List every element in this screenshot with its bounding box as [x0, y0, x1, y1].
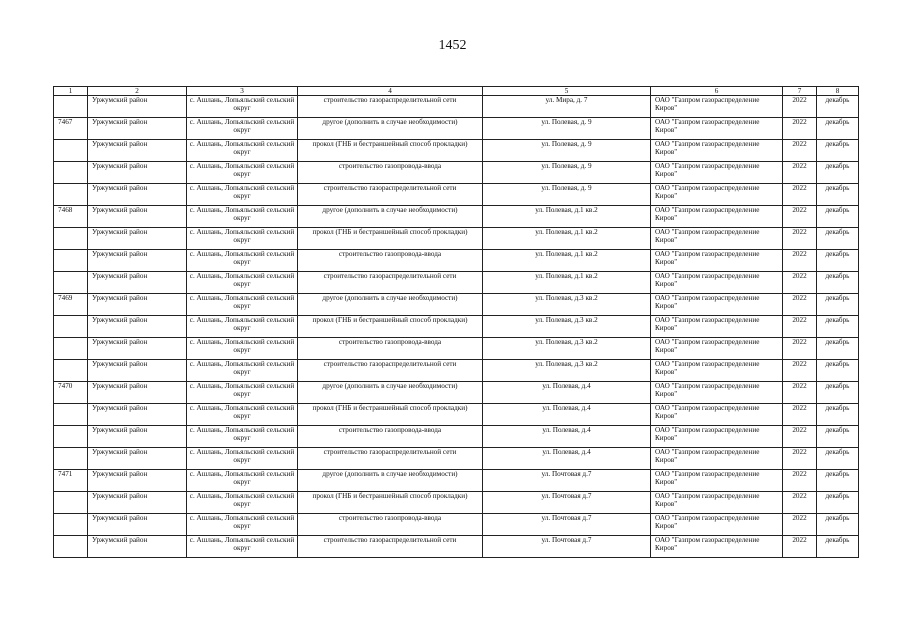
- organization-cell: ОАО "Газпром газораспределение Киров": [651, 272, 783, 294]
- settlement-cell: с. Ашлань, Лопьяльский сельский округ: [187, 536, 298, 558]
- table-row: [54, 118, 859, 140]
- work-type-cell: другое (дополнить в случае необходимости): [298, 470, 483, 492]
- district-cell: Уржумский район: [88, 404, 187, 426]
- address-cell: ул. Полевая, д.4: [483, 426, 651, 448]
- row-number-cell: [54, 448, 88, 470]
- settlement-cell: с. Ашлань, Лопьяльский сельский округ: [187, 382, 298, 404]
- address-cell: ул. Мира, д. 7: [483, 96, 651, 118]
- year-cell: 2022: [783, 360, 817, 382]
- table-row: [54, 228, 859, 250]
- settlement-cell: с. Ашлань, Лопьяльский сельский округ: [187, 140, 298, 162]
- work-type-cell: другое (дополнить в случае необходимости): [298, 382, 483, 404]
- district-cell: Уржумский район: [88, 140, 187, 162]
- address-cell: ул. Полевая, д.4: [483, 382, 651, 404]
- col-header-7: 7: [783, 87, 817, 96]
- year-cell: 2022: [783, 426, 817, 448]
- header-row: [54, 87, 859, 96]
- organization-cell: ОАО "Газпром газораспределение Киров": [651, 448, 783, 470]
- settlement-cell: с. Ашлань, Лопьяльский сельский округ: [187, 316, 298, 338]
- work-type-cell: строительство газораспределительной сети: [298, 360, 483, 382]
- address-cell: ул. Полевая, д.1 кв.2: [483, 250, 651, 272]
- table-row: [54, 272, 859, 294]
- organization-cell: ОАО "Газпром газораспределение Киров": [651, 162, 783, 184]
- organization-cell: ОАО "Газпром газораспределение Киров": [651, 140, 783, 162]
- work-type-cell: прокол (ГНБ и бестраншейный способ прокладки): [298, 228, 483, 250]
- month-cell: декабрь: [817, 426, 859, 448]
- district-cell: Уржумский район: [88, 360, 187, 382]
- settlement-cell: с. Ашлань, Лопьяльский сельский округ: [187, 514, 298, 536]
- district-cell: Уржумский район: [88, 162, 187, 184]
- work-type-cell: строительство газопровода-ввода: [298, 514, 483, 536]
- work-type-cell: строительство газораспределительной сети: [298, 448, 483, 470]
- table-row: [54, 140, 859, 162]
- work-type-cell: строительство газораспределительной сети: [298, 536, 483, 558]
- organization-cell: ОАО "Газпром газораспределение Киров": [651, 206, 783, 228]
- table-row: [54, 360, 859, 382]
- month-cell: декабрь: [817, 162, 859, 184]
- work-type-cell: прокол (ГНБ и бестраншейный способ прокладки): [298, 140, 483, 162]
- settlement-cell: с. Ашлань, Лопьяльский сельский округ: [187, 338, 298, 360]
- address-cell: ул. Полевая, д. 9: [483, 118, 651, 140]
- settlement-cell: с. Ашлань, Лопьяльский сельский округ: [187, 272, 298, 294]
- table-row: [54, 250, 859, 272]
- year-cell: 2022: [783, 118, 817, 140]
- address-cell: ул. Почтовая д.7: [483, 470, 651, 492]
- month-cell: декабрь: [817, 184, 859, 206]
- settlement-cell: с. Ашлань, Лопьяльский сельский округ: [187, 184, 298, 206]
- settlement-cell: с. Ашлань, Лопьяльский сельский округ: [187, 96, 298, 118]
- work-type-cell: прокол (ГНБ и бестраншейный способ прокладки): [298, 404, 483, 426]
- month-cell: декабрь: [817, 448, 859, 470]
- district-cell: Уржумский район: [88, 294, 187, 316]
- settlement-cell: с. Ашлань, Лопьяльский сельский округ: [187, 294, 298, 316]
- organization-cell: ОАО "Газпром газораспределение Киров": [651, 228, 783, 250]
- organization-cell: ОАО "Газпром газораспределение Киров": [651, 294, 783, 316]
- district-cell: Уржумский район: [88, 514, 187, 536]
- row-number-cell: [54, 338, 88, 360]
- district-cell: Уржумский район: [88, 448, 187, 470]
- month-cell: декабрь: [817, 140, 859, 162]
- table-row: [54, 382, 859, 404]
- district-cell: Уржумский район: [88, 228, 187, 250]
- month-cell: декабрь: [817, 382, 859, 404]
- row-number-cell: 7467: [54, 118, 88, 140]
- organization-cell: ОАО "Газпром газораспределение Киров": [651, 360, 783, 382]
- address-cell: ул. Почтовая д.7: [483, 514, 651, 536]
- col-header-3: 3: [187, 87, 298, 96]
- district-cell: Уржумский район: [88, 426, 187, 448]
- work-type-cell: другое (дополнить в случае необходимости): [298, 118, 483, 140]
- district-cell: Уржумский район: [88, 118, 187, 140]
- year-cell: 2022: [783, 316, 817, 338]
- month-cell: декабрь: [817, 338, 859, 360]
- row-number-cell: 7468: [54, 206, 88, 228]
- month-cell: декабрь: [817, 470, 859, 492]
- settlement-cell: с. Ашлань, Лопьяльский сельский округ: [187, 404, 298, 426]
- settlement-cell: с. Ашлань, Лопьяльский сельский округ: [187, 426, 298, 448]
- table-row: [54, 536, 859, 558]
- settlement-cell: с. Ашлань, Лопьяльский сельский округ: [187, 162, 298, 184]
- organization-cell: ОАО "Газпром газораспределение Киров": [651, 250, 783, 272]
- organization-cell: ОАО "Газпром газораспределение Киров": [651, 470, 783, 492]
- month-cell: декабрь: [817, 404, 859, 426]
- work-type-cell: строительство газораспределительной сети: [298, 184, 483, 206]
- organization-cell: ОАО "Газпром газораспределение Киров": [651, 426, 783, 448]
- row-number-cell: 7470: [54, 382, 88, 404]
- work-type-cell: другое (дополнить в случае необходимости): [298, 206, 483, 228]
- address-cell: ул. Полевая, д.3 кв.2: [483, 294, 651, 316]
- col-header-4: 4: [298, 87, 483, 96]
- col-header-8: 8: [817, 87, 859, 96]
- gasification-table: [53, 86, 859, 558]
- address-cell: ул. Почтовая д.7: [483, 536, 651, 558]
- address-cell: ул. Полевая, д.1 кв.2: [483, 228, 651, 250]
- page-number: 1452: [438, 38, 467, 53]
- organization-cell: ОАО "Газпром газораспределение Киров": [651, 514, 783, 536]
- month-cell: декабрь: [817, 492, 859, 514]
- row-number-cell: [54, 162, 88, 184]
- row-number-cell: [54, 228, 88, 250]
- address-cell: ул. Полевая, д.3 кв.2: [483, 360, 651, 382]
- organization-cell: ОАО "Газпром газораспределение Киров": [651, 404, 783, 426]
- row-number-cell: [54, 316, 88, 338]
- address-cell: ул. Почтовая д.7: [483, 492, 651, 514]
- address-cell: ул. Полевая, д. 9: [483, 140, 651, 162]
- year-cell: 2022: [783, 294, 817, 316]
- address-cell: ул. Полевая, д.4: [483, 448, 651, 470]
- address-cell: ул. Полевая, д.3 кв.2: [483, 316, 651, 338]
- table-row: [54, 96, 859, 118]
- month-cell: декабрь: [817, 96, 859, 118]
- organization-cell: ОАО "Газпром газораспределение Киров": [651, 536, 783, 558]
- month-cell: декабрь: [817, 316, 859, 338]
- settlement-cell: с. Ашлань, Лопьяльский сельский округ: [187, 360, 298, 382]
- organization-cell: ОАО "Газпром газораспределение Киров": [651, 492, 783, 514]
- year-cell: 2022: [783, 514, 817, 536]
- year-cell: 2022: [783, 382, 817, 404]
- table-row: [54, 448, 859, 470]
- row-number-cell: [54, 426, 88, 448]
- district-cell: Уржумский район: [88, 492, 187, 514]
- row-number-cell: [54, 96, 88, 118]
- year-cell: 2022: [783, 272, 817, 294]
- table-row: [54, 514, 859, 536]
- col-header-6: 6: [651, 87, 783, 96]
- year-cell: 2022: [783, 206, 817, 228]
- table-row: [54, 316, 859, 338]
- address-cell: ул. Полевая, д. 9: [483, 184, 651, 206]
- table-row: [54, 492, 859, 514]
- work-type-cell: строительство газораспределительной сети: [298, 96, 483, 118]
- row-number-cell: 7471: [54, 470, 88, 492]
- district-cell: Уржумский район: [88, 206, 187, 228]
- row-number-cell: [54, 514, 88, 536]
- work-type-cell: строительство газопровода-ввода: [298, 250, 483, 272]
- work-type-cell: прокол (ГНБ и бестраншейный способ прокладки): [298, 316, 483, 338]
- month-cell: декабрь: [817, 272, 859, 294]
- year-cell: 2022: [783, 162, 817, 184]
- settlement-cell: с. Ашлань, Лопьяльский сельский округ: [187, 492, 298, 514]
- row-number-cell: [54, 184, 88, 206]
- month-cell: декабрь: [817, 514, 859, 536]
- table-row: [54, 404, 859, 426]
- district-cell: Уржумский район: [88, 96, 187, 118]
- table-row: [54, 206, 859, 228]
- organization-cell: ОАО "Газпром газораспределение Киров": [651, 382, 783, 404]
- settlement-cell: с. Ашлань, Лопьяльский сельский округ: [187, 228, 298, 250]
- row-number-cell: [54, 536, 88, 558]
- work-type-cell: строительство газораспределительной сети: [298, 272, 483, 294]
- year-cell: 2022: [783, 536, 817, 558]
- month-cell: декабрь: [817, 118, 859, 140]
- row-number-cell: [54, 140, 88, 162]
- col-header-1: 1: [54, 87, 88, 96]
- address-cell: ул. Полевая, д.1 кв.2: [483, 272, 651, 294]
- district-cell: Уржумский район: [88, 272, 187, 294]
- work-type-cell: другое (дополнить в случае необходимости): [298, 294, 483, 316]
- settlement-cell: с. Ашлань, Лопьяльский сельский округ: [187, 470, 298, 492]
- table-row: [54, 338, 859, 360]
- year-cell: 2022: [783, 96, 817, 118]
- work-type-cell: строительство газопровода-ввода: [298, 162, 483, 184]
- work-type-cell: прокол (ГНБ и бестраншейный способ прокладки): [298, 492, 483, 514]
- row-number-cell: 7469: [54, 294, 88, 316]
- year-cell: 2022: [783, 492, 817, 514]
- address-cell: ул. Полевая, д.4: [483, 404, 651, 426]
- district-cell: Уржумский район: [88, 470, 187, 492]
- year-cell: 2022: [783, 338, 817, 360]
- table-body: [54, 96, 859, 558]
- settlement-cell: с. Ашлань, Лопьяльский сельский округ: [187, 448, 298, 470]
- year-cell: 2022: [783, 470, 817, 492]
- table-row: [54, 184, 859, 206]
- district-cell: Уржумский район: [88, 338, 187, 360]
- district-cell: Уржумский район: [88, 382, 187, 404]
- table-row: [54, 294, 859, 316]
- organization-cell: ОАО "Газпром газораспределение Киров": [651, 96, 783, 118]
- month-cell: декабрь: [817, 206, 859, 228]
- work-type-cell: строительство газопровода-ввода: [298, 338, 483, 360]
- organization-cell: ОАО "Газпром газораспределение Киров": [651, 316, 783, 338]
- year-cell: 2022: [783, 228, 817, 250]
- address-cell: ул. Полевая, д.3 кв.2: [483, 338, 651, 360]
- organization-cell: ОАО "Газпром газораспределение Киров": [651, 184, 783, 206]
- row-number-cell: [54, 250, 88, 272]
- row-number-cell: [54, 492, 88, 514]
- settlement-cell: с. Ашлань, Лопьяльский сельский округ: [187, 250, 298, 272]
- month-cell: декабрь: [817, 250, 859, 272]
- month-cell: декабрь: [817, 228, 859, 250]
- address-cell: ул. Полевая, д. 9: [483, 162, 651, 184]
- organization-cell: ОАО "Газпром газораспределение Киров": [651, 118, 783, 140]
- month-cell: декабрь: [817, 360, 859, 382]
- year-cell: 2022: [783, 404, 817, 426]
- settlement-cell: с. Ашлань, Лопьяльский сельский округ: [187, 118, 298, 140]
- district-cell: Уржумский район: [88, 184, 187, 206]
- table-row: [54, 470, 859, 492]
- year-cell: 2022: [783, 140, 817, 162]
- col-header-5: 5: [483, 87, 651, 96]
- district-cell: Уржумский район: [88, 536, 187, 558]
- year-cell: 2022: [783, 448, 817, 470]
- month-cell: декабрь: [817, 294, 859, 316]
- year-cell: 2022: [783, 184, 817, 206]
- month-cell: декабрь: [817, 536, 859, 558]
- district-cell: Уржумский район: [88, 250, 187, 272]
- row-number-cell: [54, 272, 88, 294]
- table-row: [54, 162, 859, 184]
- row-number-cell: [54, 404, 88, 426]
- row-number-cell: [54, 360, 88, 382]
- col-header-2: 2: [88, 87, 187, 96]
- address-cell: ул. Полевая, д.1 кв.2: [483, 206, 651, 228]
- settlement-cell: с. Ашлань, Лопьяльский сельский округ: [187, 206, 298, 228]
- table-row: [54, 426, 859, 448]
- year-cell: 2022: [783, 250, 817, 272]
- work-type-cell: строительство газопровода-ввода: [298, 426, 483, 448]
- organization-cell: ОАО "Газпром газораспределение Киров": [651, 338, 783, 360]
- district-cell: Уржумский район: [88, 316, 187, 338]
